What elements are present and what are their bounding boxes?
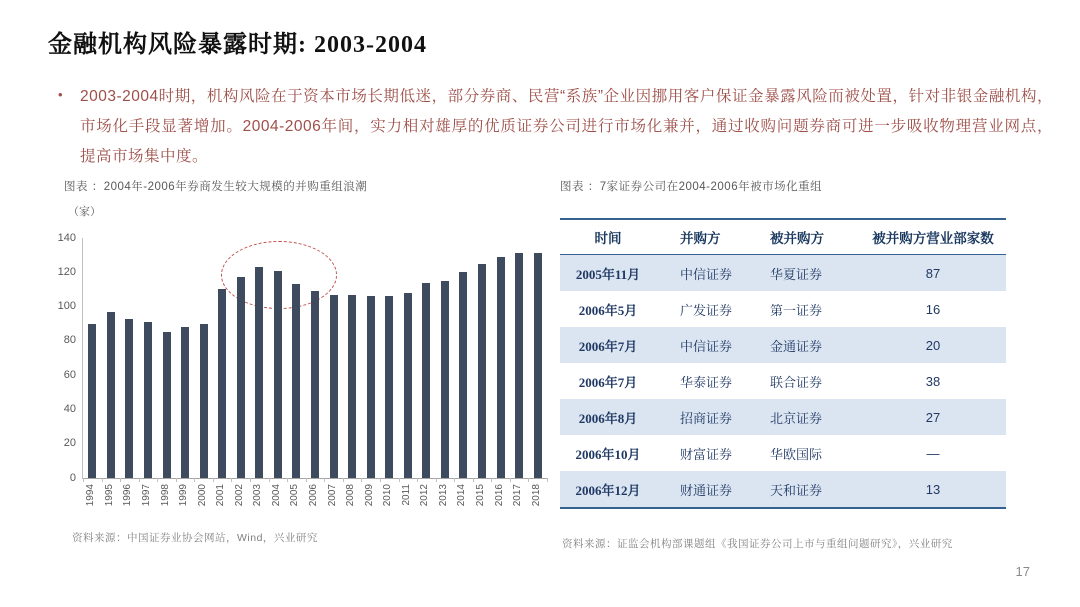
bar xyxy=(274,271,282,478)
bar-chart xyxy=(48,232,553,532)
merger-table xyxy=(560,218,1006,509)
bar xyxy=(218,289,226,478)
column-header: 被并购方营业部家数 xyxy=(872,231,994,246)
x-axis-tick-label: 1996 xyxy=(122,484,134,507)
x-axis-tick-label: 2016 xyxy=(493,484,505,507)
table-header-row xyxy=(560,219,1006,255)
y-axis-tick-label: 140 xyxy=(57,231,76,244)
bar xyxy=(367,296,375,478)
table-cell: 华欧国际 xyxy=(770,446,823,462)
bar xyxy=(422,283,430,478)
table-cell: 87 xyxy=(925,265,941,281)
table-cell: 财富证券 xyxy=(680,446,733,462)
y-axis-tick-label: 100 xyxy=(57,300,76,313)
table-row xyxy=(560,291,1006,327)
bar xyxy=(255,267,263,478)
table-cell: 华夏证券 xyxy=(770,266,823,282)
column-header: 时间 xyxy=(594,231,622,246)
y-axis-tick-label: 60 xyxy=(63,368,76,381)
page-title: 金融机构风险暴露时期: 2003-2004 xyxy=(48,32,427,58)
x-axis-tick-label: 2006 xyxy=(308,484,319,507)
x-axis-tick-label: 1994 xyxy=(85,484,97,507)
table-cell: — xyxy=(926,445,940,461)
x-axis-tick-label: 2014 xyxy=(456,484,468,507)
right-table-caption: 图表 ：7家证券公司在2004-2006年被市场化重组 xyxy=(560,181,823,193)
bullet-marker: • xyxy=(58,87,63,102)
bar xyxy=(125,319,133,478)
x-axis-tick xyxy=(547,478,548,482)
x-axis-tick-label: 2004 xyxy=(270,484,282,507)
x-axis-tick-label: 1999 xyxy=(178,484,190,507)
bullet-text: 2003-2004时期，机构风险在于资本市场长期低迷，部分券商、民营“系族”企业因挪用客户保证金暴露风险而被处置，针对非银金融机构，市场化手段显著增加。2004-2006年间，实力相对雄厚的优质证券公司进行市场化兼并，通过收购问题券商可进一步吸收物理营业网点，提高市场集中度。 xyxy=(80,88,1053,166)
right-table-panel xyxy=(560,178,1006,578)
left-chart-panel xyxy=(48,178,553,578)
bullet-paragraph xyxy=(58,82,1053,173)
table-cell: 金通证券 xyxy=(770,338,823,354)
table-cell: 2006年5月 xyxy=(578,302,638,318)
y-axis-tick-label: 80 xyxy=(63,334,76,347)
bar xyxy=(181,327,189,478)
right-table-source: 资料来源：证监会机构部课题组《我国证券公司上市与重组问题研究》，兴业研究 xyxy=(562,538,953,550)
bar xyxy=(200,324,208,478)
bar xyxy=(330,295,338,478)
table-cell: 北京证券 xyxy=(770,410,823,426)
x-axis-tick-label: 2001 xyxy=(215,484,227,507)
table-cell: 13 xyxy=(925,481,941,497)
bar xyxy=(107,312,115,478)
bar-chart-plot-area xyxy=(82,238,547,479)
x-axis-tick-label: 2000 xyxy=(196,484,208,507)
table-row xyxy=(560,471,1006,508)
table-cell: 中信证券 xyxy=(680,338,733,354)
bar xyxy=(385,296,393,478)
table-cell: 2006年7月 xyxy=(578,338,638,354)
table-cell: 第一证券 xyxy=(770,302,823,318)
x-axis-tick-label: 2003 xyxy=(252,484,264,507)
y-axis-tick-label: 40 xyxy=(63,402,76,415)
x-axis-tick-label: 2018 xyxy=(530,484,542,507)
table-cell: 20 xyxy=(925,337,941,353)
x-axis-tick-label: 1998 xyxy=(159,484,171,507)
bar-chart-x-axis xyxy=(82,482,546,528)
column-header: 并购方 xyxy=(680,231,721,246)
x-axis-tick-label: 2009 xyxy=(363,484,375,507)
x-axis-tick-label: 2015 xyxy=(475,484,487,507)
x-axis-tick-label: 2005 xyxy=(289,484,301,507)
table-cell: 招商证券 xyxy=(680,410,733,426)
y-axis-tick-label: 120 xyxy=(57,265,76,278)
table-cell: 16 xyxy=(925,301,941,317)
x-axis-tick-label: 2012 xyxy=(419,484,431,507)
table-cell: 38 xyxy=(925,373,941,389)
x-axis-tick-label: 2007 xyxy=(326,484,338,507)
table-cell: 2006年8月 xyxy=(578,410,638,426)
left-chart-unit-label: （家） xyxy=(68,206,101,218)
table-cell: 2006年12月 xyxy=(575,482,641,498)
x-axis-tick-label: 2013 xyxy=(437,484,449,507)
bar xyxy=(515,253,523,478)
bar xyxy=(292,284,300,478)
bar xyxy=(404,293,412,478)
x-axis-tick-label: 2010 xyxy=(382,484,394,507)
bar xyxy=(459,272,467,478)
bar xyxy=(163,332,171,478)
table-cell: 华泰证券 xyxy=(680,374,733,390)
table-cell: 天和证券 xyxy=(770,482,823,498)
table-row xyxy=(560,363,1006,399)
bar xyxy=(237,277,245,478)
table-row xyxy=(560,327,1006,363)
column-header: 被并购方 xyxy=(770,231,824,246)
x-axis-tick-label: 2011 xyxy=(400,484,412,506)
table-cell: 中信证券 xyxy=(680,266,733,282)
x-axis-tick-label: 1995 xyxy=(103,484,115,507)
bar xyxy=(441,281,449,478)
table-cell: 2005年11月 xyxy=(575,266,641,282)
x-axis-tick-label: 1997 xyxy=(140,484,152,507)
y-axis-tick-label: 20 xyxy=(63,437,76,450)
bar xyxy=(311,291,319,478)
table-cell: 财通证券 xyxy=(680,482,733,498)
table-row xyxy=(560,435,1006,471)
table-cell: 广发证券 xyxy=(680,302,733,318)
x-axis-tick-label: 2008 xyxy=(345,484,357,507)
page-number: 17 xyxy=(1015,564,1030,579)
x-axis-tick-label: 2017 xyxy=(512,484,524,507)
bar xyxy=(144,322,152,478)
table-cell: 联合证券 xyxy=(770,374,823,390)
table-row xyxy=(560,255,1006,292)
y-axis-tick-label: 0 xyxy=(69,471,76,484)
bar xyxy=(497,257,505,478)
left-chart-source: 资料来源：中国证券业协会网站，Wind，兴业研究 xyxy=(72,532,318,544)
bar xyxy=(348,295,356,478)
table-cell: 2006年10月 xyxy=(575,446,641,462)
x-axis-tick-label: 2002 xyxy=(233,484,245,507)
table-row xyxy=(560,399,1006,435)
bar xyxy=(534,253,542,478)
bar xyxy=(478,264,486,478)
bar xyxy=(88,324,96,478)
left-chart-caption: 图表 ：2004年-2006年券商发生较大规模的并购重组浪潮 xyxy=(64,181,368,193)
table-cell: 2006年7月 xyxy=(578,374,638,390)
table-cell: 27 xyxy=(925,409,941,425)
